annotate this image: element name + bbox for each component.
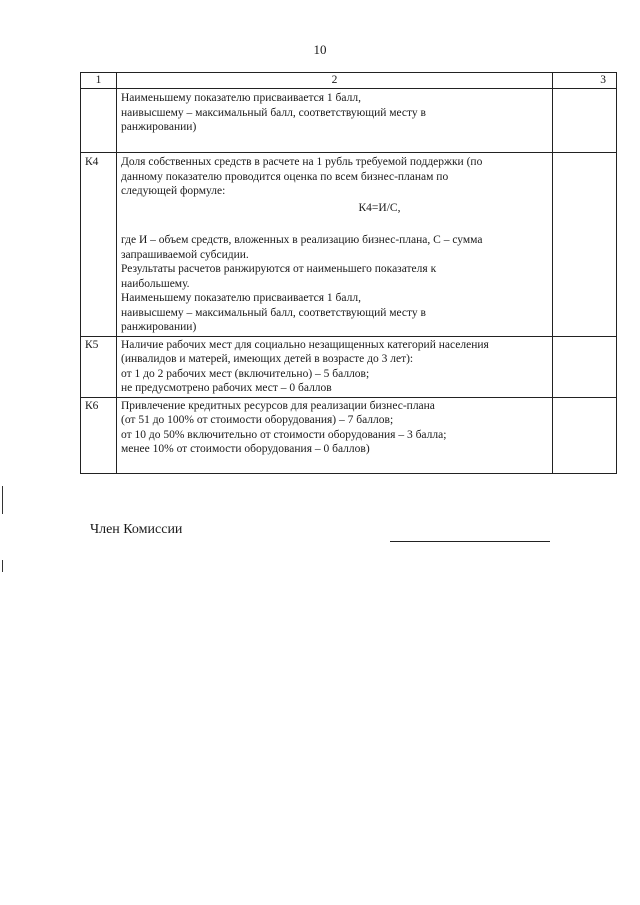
description-cell [117,89,553,153]
criteria-table [80,72,617,474]
code-cell [81,89,117,153]
score-cell [553,89,617,153]
description-cell [117,336,553,397]
table-row [81,89,617,153]
column-header-1: 1 [81,73,117,89]
text-line: Результаты расчетов ранжируются от наименьшего показателя к [121,263,437,275]
text-line: Доля собственных средств в расчете на 1 рубль требуемой поддержки (по [121,156,483,168]
text-line: наивысшему – максимальный балл, соответствующий месту в [121,306,426,319]
signature-line [390,541,550,542]
text-line: запрашиваемой субсидии. [121,248,249,261]
code-cell: К4 [81,153,117,337]
score-cell [553,397,617,473]
description-cell [117,397,553,473]
column-header-2: 2 [117,73,553,89]
text-line: следующей формуле: [121,185,226,197]
text-line: данному показателю проводится оценка по всем бизнес-планам по [121,170,449,183]
text-line: ранжировании) [121,321,197,333]
scan-artifact [2,486,3,514]
text-line: Наименьшему показателю присваивается 1 балл, [121,292,361,304]
text-line: ранжировании) [121,121,197,133]
text-line: не предусмотрено рабочих мест – 0 баллов [121,382,332,394]
formula: К4=И/С, [358,201,401,214]
text-line: (инвалидов и матерей, имеющих детей в возрасте до 3 лет): [121,353,414,365]
text-line: менее 10% от стоимости оборудования – 0 баллов) [121,443,370,455]
code-cell: К5 [81,336,117,397]
text-line: Привлечение кредитных ресурсов для реализации бизнес-плана [121,399,435,412]
text-line: Наименьшему показателю присваивается 1 балл, [121,92,361,104]
text-line: от 10 до 50% включительно от стоимости оборудования – 3 балла; [121,428,447,441]
score-cell [553,153,617,337]
table-row-k4 [81,153,617,337]
text-line: где И – объем средств, вложенных в реализацию бизнес-плана, С – сумма [121,234,483,246]
table-header-row [81,73,617,89]
code-cell: К6 [81,397,117,473]
page-number: 10 [313,42,327,57]
scan-artifact [2,560,3,572]
text-line: Наличие рабочих мест для социально незащищенных категорий населения [121,338,489,351]
column-header-3: 3 [553,73,617,89]
score-cell [553,336,617,397]
text-line: наивысшему – максимальный балл, соответствующий месту в [121,106,426,119]
table-row-k5 [81,336,617,397]
description-cell [117,153,553,337]
text-line: наибольшему. [121,277,190,290]
table-row-k6 [81,397,617,473]
signature-label: Член Комиссии [90,522,183,537]
text-line: (от 51 до 100% от стоимости оборудования) – 7 баллов; [121,414,394,426]
text-line: от 1 до 2 рабочих мест (включительно) – 5 баллов; [121,367,370,380]
